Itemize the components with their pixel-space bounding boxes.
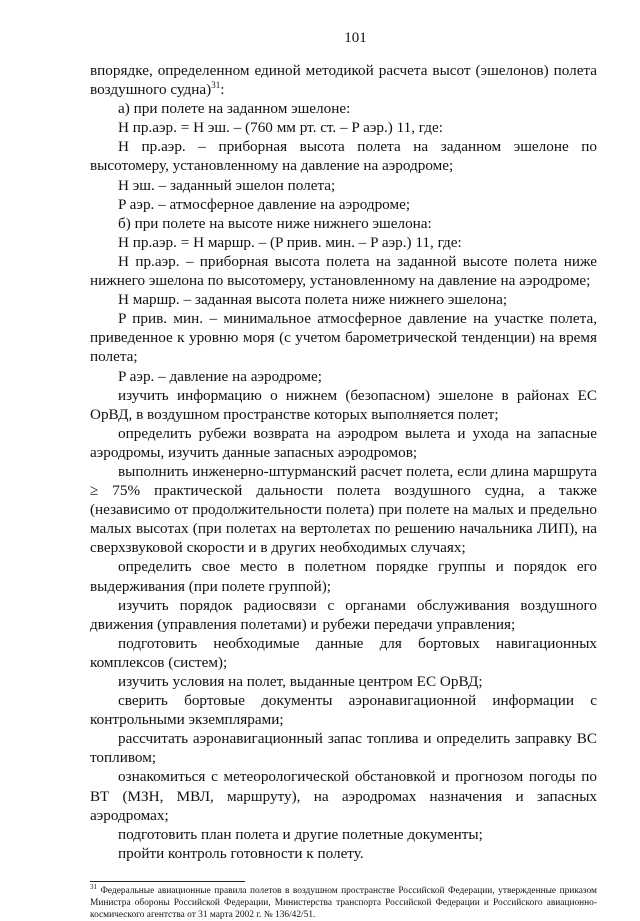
footnote-marker: 31: [90, 882, 97, 891]
paragraph: подготовить необходимые данные для бортовых навигационных комплексов (систем);: [90, 634, 597, 671]
document-body: [90, 61, 597, 863]
paragraph: ознакомиться с метеорологической обстановкой и прогнозом погоды по ВТ (МЗН, МВЛ, маршруту), на аэродромах назначения и запасных аэродромах;: [90, 768, 597, 824]
paragraph: подготовить план полета и другие полетные документы;: [118, 825, 483, 843]
footnote-text: Федеральные авиационные правила полетов в воздушном пространстве Российской Федерации, утвержденные приказом Министра обороны Российской Федерации, Министерства транспорта Российской Федерации и Российского авиационно-космического агентства от 31 марта 2002 г. № 136/42/51.: [90, 885, 597, 920]
formula-line: H пр.аэр. = H маршр. – (P прив. мин. – P аэр.) 11, где:: [118, 233, 462, 251]
paragraph: рассчитать аэронавигационный запас топлива и определить заправку ВС топливом;: [90, 730, 597, 767]
paragraph-text: впорядке, определенном единой методикой расчета высот (эшелонов) полета воздушного судна): [90, 62, 597, 99]
paragraph: пройти контроль готовности к полету.: [118, 844, 364, 862]
paragraph: H пр.аэр. – приборная высота полета на заданной высоте полета ниже нижнего эшелона по высотомеру, установленному на давление на аэродроме;: [90, 252, 597, 290]
paragraph: определить свое место в полетном порядке группы и порядок его выдерживания (при полете группой);: [90, 558, 597, 595]
paragraph: H эш. – заданный эшелон полета;: [118, 176, 336, 194]
paragraph: изучить порядок радиосвязи с органами обслуживания воздушного движения (управления полетами) и рубежи передачи управления;: [90, 596, 597, 633]
footnote-divider: [90, 881, 245, 882]
paragraph-text-tail: :: [220, 81, 225, 99]
footnote-reference[interactable]: 31: [211, 80, 221, 91]
paragraph: изучить информацию о нижнем (безопасном) эшелоне в районах ЕС ОрВД, в воздушном пространстве которых выполняется полет;: [90, 386, 597, 423]
paragraph: сверить бортовые документы аэронавигационной информации с контрольными экземплярами;: [90, 692, 597, 729]
paragraph: H маршр. – заданная высота полета ниже нижнего эшелона;: [118, 291, 508, 309]
paragraph: а) при полете на заданном эшелоне:: [118, 100, 351, 118]
paragraph: определить рубежи возврата на аэродром вылета и ухода на запасные аэродромы, изучить данные запасных аэродромов;: [90, 424, 597, 461]
footnote: [90, 882, 597, 921]
document-page: [90, 30, 597, 921]
paragraph: P аэр. – давление на аэродроме;: [118, 367, 322, 385]
paragraph: [90, 61, 597, 99]
paragraph: изучить условия на полет, выданные центром ЕС ОрВД;: [118, 673, 483, 690]
paragraph: б) при полете на высоте ниже нижнего эшелона:: [118, 214, 432, 232]
paragraph: H пр.аэр. – приборная высота полета на заданном эшелоне по высотомеру, установленному на давление на аэродроме;: [90, 138, 597, 175]
paragraph: выполнить инженерно-штурманский расчет полета, если длина маршрута ≥ 75% практической дальности полета воздушного судна, а также (независимо от продолжительности полета) при полете на малых и предельно малых высотах (при полетах на вертолетах по решению начальника ЛИП), на сверхзвуковой скорости и в других необходимых случаях;: [90, 462, 597, 557]
paragraph: P прив. мин. – минимальное атмосферное давление на участке полета, приведенное к уровню моря (с учетом барометрической тенденции) на время полета;: [90, 310, 597, 366]
paragraph: P аэр. – атмосферное давление на аэродроме;: [118, 195, 411, 213]
page-number: 101: [344, 30, 367, 46]
formula-line: H пр.аэр. = H эш. – (760 мм рт. ст. – P аэр.) 11, где:: [118, 119, 443, 137]
